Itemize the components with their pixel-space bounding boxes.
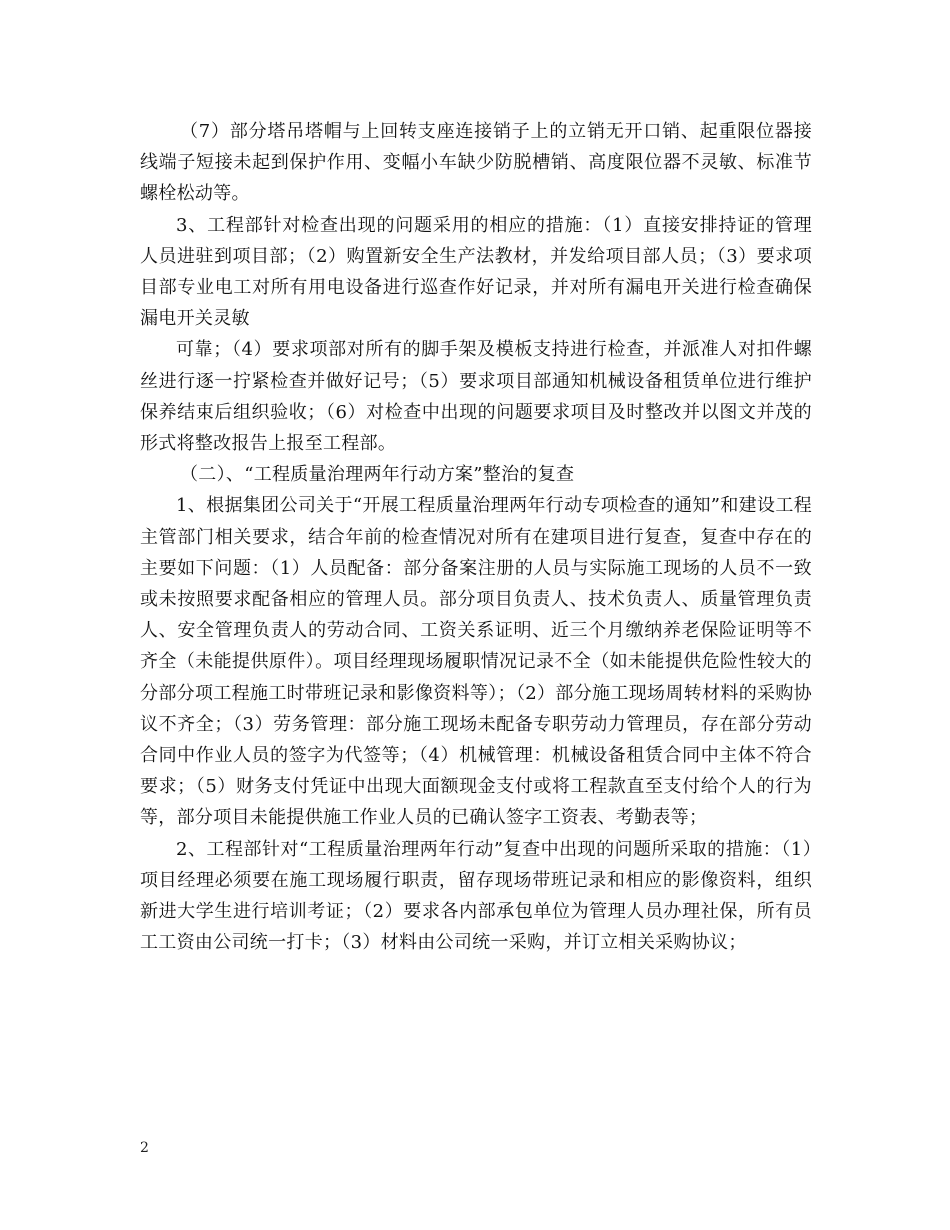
document-body	[140, 116, 812, 958]
paragraph-review-measures: 2、工程部针对“工程质量治理两年行动”复查中出现的问题所采取的措施：（1）项目经理必须要在施工现场履行职责，留存现场带班记录和相应的影像资料，组织新进大学生进行培训考证；（2）要求各内部承包单位为管理人员办理社保，所有员工工资由公司统一打卡；（3）材料由公司统一采购，并订立相关采购协议；	[140, 838, 812, 954]
paragraph-safety-measures-continued: 可靠；（4）要求项部对所有的脚手架及模板支持进行检查，并派准人对扣件螺丝进行逐一拧紧检查并做好记号；（5）要求项目部通知机械设备租赁单位进行维护保养结束后组织验收；（6）对检查中出现的问题要求项目及时整改并以图文并茂的形式将整改报告上报至工程部。	[140, 339, 812, 455]
paragraph-tower-crane-issues: （7）部分塔吊塔帽与上回转支座连接销子上的立销无开口销、起重限位器接线端子短接未起到保护作用、变幅小车缺少防脱槽销、高度限位器不灵敏、标准节螺栓松动等。	[140, 121, 812, 205]
paragraph-review-findings: 1、根据集团公司关于“开展工程质量治理两年行动专项检查的通知”和建设工程主管部门相关要求，结合年前的检查情况对所有在建项目进行复查，复查中存在的主要如下问题：（1）人员配备：部分备案注册的人员与实际施工现场的人员不一致或未按照要求配备相应的管理人员。部分项目负责人、技术负责人、质量管理负责人、安全管理负责人的劳动合同、工资关系证明、近三个月缴纳养老保险证明等不齐全（未能提供原件）。项目经理现场履职情况记录不全（如未能提供危险性较大的分部分项工程施工时带班记录和影像资料等）；（2）部分施工现场周转材料的采购协议不齐全；（3）劳务管理：部分施工现场未配备专职劳动力管理员，存在部分劳动合同中作业人员的签字为代签等；（4）机械管理：机械设备租赁合同中主体不符合要求；（5）财务支付凭证中出现大面额现金支付或将工程款直至支付给个人的行为等，部分项目未能提供施工作业人员的已确认签字工资表、考勤表等；	[140, 495, 812, 829]
page-number: 2	[140, 1140, 149, 1156]
paragraph-safety-measures: 3、工程部针对检查出现的问题采用的相应的措施：（1）直接安排持证的管理人员进驻到项目部；（2）购置新安全生产法教材，并发给项目部人员；（3）要求项目部专业电工对所有用电设备进行巡查作好记录，并对所有漏电开关进行检查确保漏电开关灵敏	[140, 214, 812, 330]
section-heading-quality-review: （二）、“工程质量治理两年行动方案”整治的复查	[180, 464, 575, 486]
